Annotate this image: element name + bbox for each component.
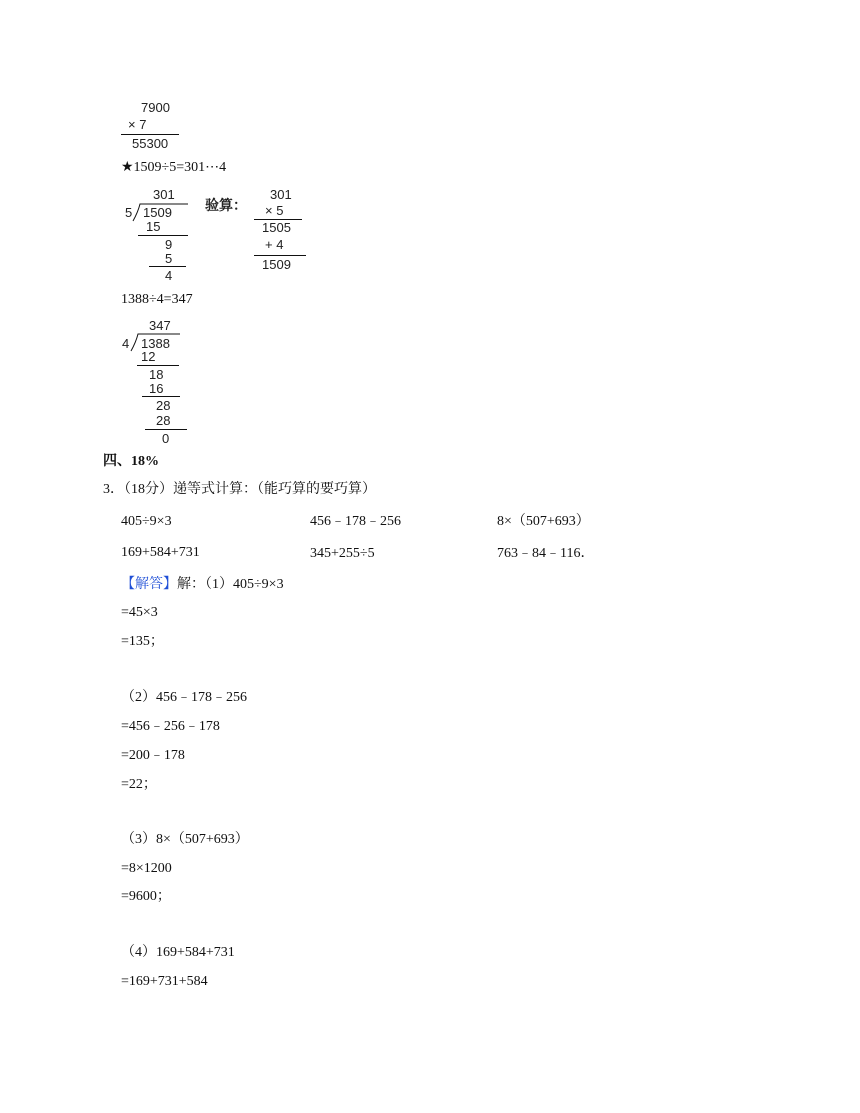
- check-add: + 4: [265, 237, 284, 252]
- problem-1: 405÷9×3: [121, 514, 172, 529]
- problem-2: 456﹣178﹣256: [310, 514, 401, 529]
- div2-quotient: 347: [149, 318, 171, 333]
- mult-top-number: 7900: [141, 100, 170, 115]
- step-2b: =200﹣178: [121, 748, 185, 763]
- problem-6: 763﹣84﹣116．: [497, 546, 595, 561]
- step-1a: =45×3: [121, 605, 158, 620]
- part-2-head: （2）456﹣178﹣256: [121, 690, 247, 705]
- div1-step1: 15: [146, 219, 161, 234]
- div2-step4: 28: [156, 398, 171, 413]
- answer-intro: 解：（1）405÷9×3: [177, 577, 284, 592]
- step-3a: =8×1200: [121, 861, 172, 876]
- answer-intro-line: [121, 577, 284, 593]
- division-1-title: ★1509÷5=301⋯4: [121, 160, 227, 175]
- part-3-head: （3）8×（507+693）: [121, 832, 249, 847]
- mult-result: 55300: [132, 136, 169, 151]
- step-2c: =22；: [121, 777, 157, 792]
- div2-rule-2: [142, 396, 180, 397]
- div2-step5: 28: [156, 413, 171, 428]
- check-top: 301: [270, 187, 292, 202]
- div2-dividend: 1388: [141, 336, 170, 351]
- div2-step3: 16: [149, 381, 164, 396]
- check-product: 1505: [262, 220, 291, 235]
- check-result: 1509: [262, 257, 291, 272]
- division-2-title: 1388÷4=347: [121, 292, 193, 307]
- part-4-head: （4）169+584+731: [121, 945, 235, 960]
- step-4a: =169+731+584: [121, 974, 208, 989]
- div1-rule-1: [138, 235, 188, 236]
- check-rule-2: [254, 255, 306, 256]
- div2-rule-3: [145, 429, 187, 430]
- div1-step3: 5: [165, 251, 173, 266]
- mult-operator: × 7: [128, 117, 147, 132]
- answer-tag: 【解答】: [121, 577, 177, 592]
- problem-5: 345+255÷5: [310, 546, 375, 561]
- step-2a: =456﹣256﹣178: [121, 719, 220, 734]
- step-3b: =9600；: [121, 889, 171, 904]
- section-heading: 四、18%: [103, 454, 159, 469]
- div2-step1: 12: [141, 349, 156, 364]
- div1-dividend: 1509: [143, 205, 172, 220]
- div1-divisor: 5: [125, 205, 133, 220]
- problem-3: 8×（507+693）: [497, 514, 590, 529]
- step-1b: =135；: [121, 634, 164, 649]
- div1-step2: 9: [165, 237, 173, 252]
- div2-step2: 18: [149, 367, 164, 382]
- div2-step6: 0: [162, 431, 170, 446]
- mult-rule: [121, 134, 179, 135]
- question-3: 3．（18分）递等式计算：（能巧算的要巧算）: [103, 482, 376, 497]
- div1-remainder: 4: [165, 268, 173, 283]
- check-label: 验算：: [205, 197, 247, 213]
- div2-rule-1: [137, 365, 179, 366]
- div1-quotient: 301: [153, 187, 175, 202]
- check-operator: × 5: [265, 203, 284, 218]
- problem-4: 169+584+731: [121, 545, 200, 560]
- div1-rule-2: [149, 266, 186, 267]
- div2-divisor: 4: [122, 336, 130, 351]
